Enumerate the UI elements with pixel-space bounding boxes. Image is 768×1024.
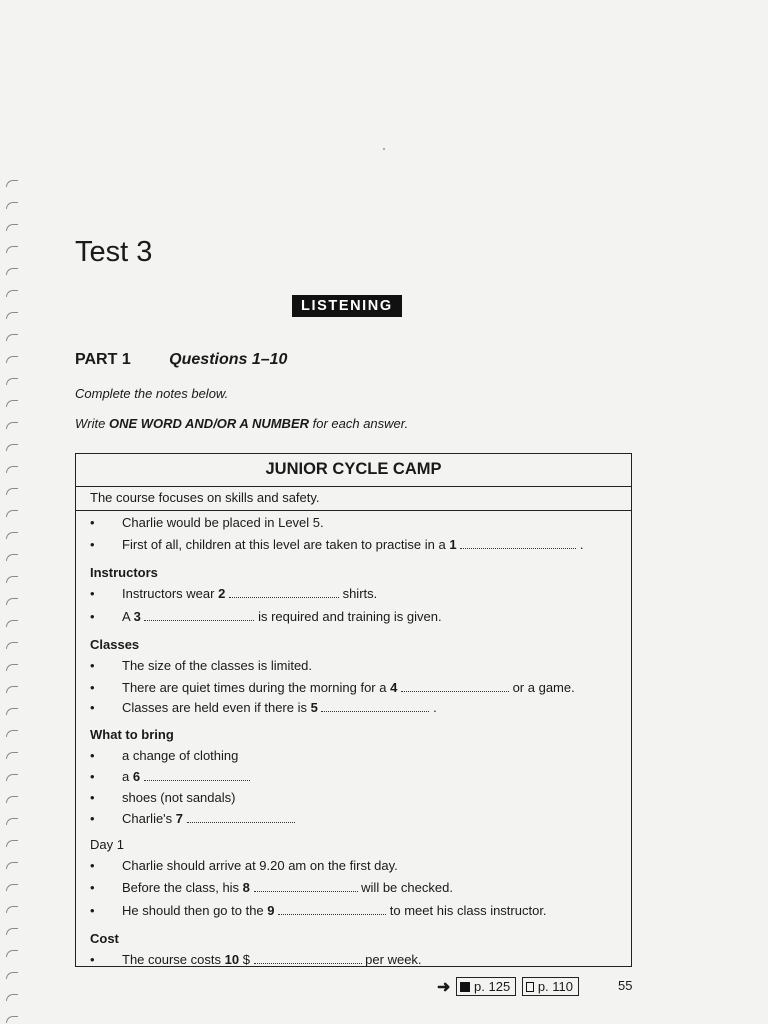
reference-page: p. 125: [474, 979, 511, 994]
note-bullet: [122, 680, 575, 695]
note-text: per week.: [365, 952, 422, 967]
note-bullet: [122, 811, 295, 826]
note-bullet: [122, 537, 583, 552]
page-footer: [437, 977, 579, 997]
question-number: 4: [390, 680, 398, 695]
answer-blank-4[interactable]: [401, 683, 509, 692]
instruction-emphasis: ONE WORD AND/OR A NUMBER: [108, 416, 309, 431]
note-bullet: • Charlie should arrive at 9.20 am on the first day.: [122, 858, 398, 873]
note-text: is required and training is given.: [258, 609, 442, 624]
question-number: 7: [175, 811, 184, 826]
note-bullet: [122, 586, 377, 601]
question-number: 2: [218, 586, 226, 601]
note-bullet: [122, 880, 453, 895]
answer-blank-9[interactable]: [278, 906, 386, 915]
answer-blank-6[interactable]: [144, 772, 250, 781]
note-text: The course costs: [122, 952, 225, 967]
notes-focus: The course focuses on skills and safety.: [76, 487, 631, 511]
notes-box: [75, 453, 632, 967]
answer-key-reference[interactable]: [456, 977, 516, 996]
answer-blank-1[interactable]: [460, 540, 576, 549]
section-heading-what-to-bring: What to bring: [90, 727, 174, 742]
note-text: He should then go to the: [122, 903, 268, 918]
answer-key-icon: [460, 982, 470, 992]
answer-blank-5[interactable]: [321, 703, 429, 712]
answer-blank-10[interactable]: [254, 955, 362, 964]
note-bullet: • The size of the classes is limited.: [122, 658, 312, 673]
note-bullet: • Charlie would be placed in Level 5.: [122, 515, 324, 530]
note-bullet: [122, 769, 250, 784]
notes-title: JUNIOR CYCLE CAMP: [76, 454, 631, 487]
questions-range: Questions 1–10: [169, 351, 288, 368]
note-text: There are quiet times during the morning for a: [122, 680, 391, 695]
note-text: Instructors wear: [122, 586, 219, 601]
note-text: .: [433, 700, 437, 715]
note-bullet: • a change of clothing: [122, 748, 238, 763]
note-text: to meet his class instructor.: [389, 903, 547, 918]
answer-blank-2[interactable]: [229, 589, 339, 598]
question-number: 3: [133, 609, 141, 624]
part-heading: [75, 351, 287, 369]
note-bullet: [122, 952, 422, 967]
note-text: First of all, children at this level are taken to practise in a: [122, 537, 450, 552]
note-text: .: [579, 537, 584, 552]
question-number: 10: [224, 952, 240, 967]
question-number: 8: [242, 880, 250, 895]
note-text: A: [122, 609, 134, 624]
section-heading-classes: Classes: [90, 637, 140, 652]
note-text: will be checked.: [361, 880, 453, 895]
note-bullet: • shoes (not sandals): [122, 790, 235, 805]
answer-blank-8[interactable]: [254, 883, 358, 892]
note-text: Before the class, his: [122, 880, 243, 895]
note-text: a: [122, 769, 133, 784]
question-number: 5: [310, 700, 318, 715]
scan-speck: [383, 148, 385, 150]
note-bullet: [122, 903, 547, 918]
note-text: Charlie's: [122, 811, 176, 826]
instruction-line-2: [75, 416, 408, 431]
spiral-binding: [4, 180, 24, 1020]
note-bullet: [122, 700, 437, 715]
transcript-icon: [526, 982, 534, 992]
note-text: or a game.: [512, 680, 575, 695]
section-badge: LISTENING: [292, 295, 402, 317]
answer-blank-3[interactable]: [144, 612, 254, 621]
question-number: 1: [449, 537, 457, 552]
note-text: $: [239, 952, 254, 967]
test-title: Test 3: [75, 236, 153, 268]
instruction-text: Write: [75, 416, 109, 431]
section-heading-cost: Cost: [90, 931, 119, 946]
note-text: Classes are held even if there is: [122, 700, 311, 715]
note-text: shirts.: [342, 586, 378, 601]
section-heading-instructors: Instructors: [90, 565, 158, 580]
instruction-line-1: Complete the notes below.: [75, 386, 229, 401]
section-heading-day-1: Day 1: [90, 837, 124, 852]
arrow-right-icon: ➜: [437, 979, 451, 996]
reference-page: p. 110: [537, 979, 573, 994]
question-number: 9: [267, 903, 275, 918]
transcript-reference[interactable]: [522, 977, 579, 996]
answer-blank-7[interactable]: [187, 814, 295, 823]
instruction-text: for each answer.: [309, 416, 409, 431]
page-number: 55: [618, 978, 633, 993]
part-label: PART 1: [75, 351, 131, 368]
question-number: 6: [132, 769, 141, 784]
note-bullet: [122, 609, 442, 624]
